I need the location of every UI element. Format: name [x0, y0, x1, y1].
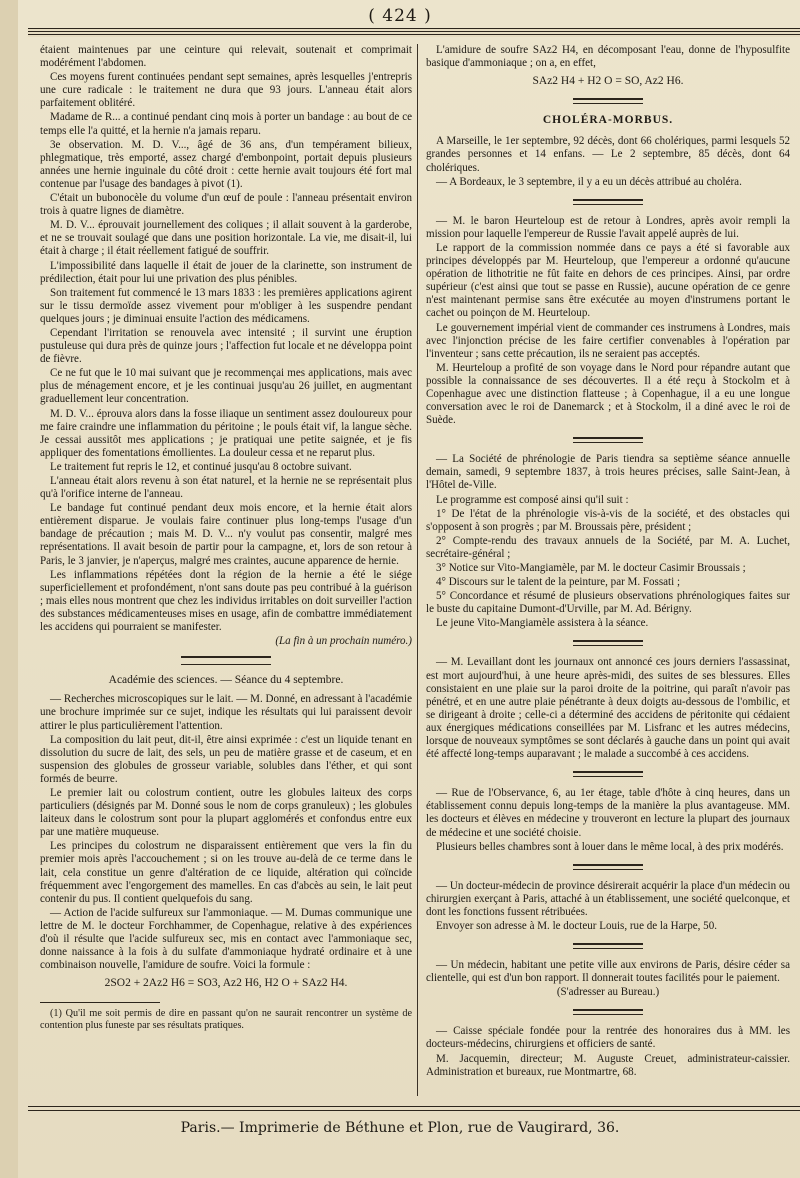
top-rule — [28, 28, 800, 37]
paragraph: Le gouvernement impérial vient de commander ces instrumens à Londres, mais avec l'injonction précise de les faire certifier convenables à l'opération par l'inventeur ; sans cette précaution, ils ne seraient pas acceptés. — [426, 321, 790, 360]
paragraph: 3° Notice sur Vito-Mangiamèle, par M. le docteur Casimir Broussais ; — [436, 562, 746, 574]
paragraph: Ces moyens furent continuées pendant sept semaines, après lesquelles j'entrepris une cure radicale : le traitement ne dura que 93 jours. L'anneau était alors parfaitement oblitéré. — [40, 71, 412, 110]
paragraph: Envoyer son adresse à M. le docteur Louis, rue de la Harpe, 50. — [436, 919, 717, 932]
paragraph: 1° De l'état de la phrénologie vis-à-vis de la société, et des obstacles qui s'opposent à son progrès ; par M. Broussais père, président ; — [426, 507, 790, 533]
paragraph: L'impossibilité dans laquelle il était de jouer de la clarinette, son instrument de prédilection, était pour lui une privation des plus pénibles. — [40, 259, 412, 285]
paragraph: (S'adresser au Bureau.) — [556, 986, 660, 999]
continued-note: (La fin à un prochain numéro.) — [275, 635, 412, 648]
paragraph: M. D. V... éprouva alors dans la fosse iliaque un sentiment assez douloureux pour me faire craindre une inflammation du péritoine ; le pouls était vif, la langue sèche. Je cessai aussitôt mes applications ; je pratiquai une petite saignée, et je fis appliquer des fomentations émollientes. La douleur cessa et ne reparut plus. — [40, 407, 412, 459]
paragraph: Plusieurs belles chambres sont à louer dans le même local, à des prix modérés. — [436, 840, 784, 853]
chemical-formula: SAz2 H4 + H2 O = SO, Az2 H6. — [532, 75, 684, 88]
section-separator — [573, 1009, 643, 1015]
section-separator — [573, 199, 643, 205]
paragraph: M. D. V... éprouvait journellement des coliques ; il allait souvent à la garderobe, et ne se trouvait soulagé que dans une position horizontale. La vie, me disait-il, lui était à charge ; il était réellement fatigué de souffrir. — [40, 219, 412, 258]
paragraph: — M. le baron Heurteloup est de retour à Londres, après avoir rempli la mission pour laquelle l'empereur de Russie l'avait appelé auprès de lui. — [426, 214, 790, 240]
section-separator — [573, 437, 643, 443]
paragraph: Le rapport de la commission nommée dans ce pays a été si favorable aux principes développés par M. Heurteloup, que l'empereur a ordonné qu'aucune opération de lithotritie ne fût faite en dehors de ces principes. Ainsi, par ordre supérieur (c'est ainsi que tout se passe en Russie), aucune opération de ce genre n'est maintenant permise sans être exécutée au moyen d'instrumens portant le cachet ou poinçon de M. Heurteloup. — [426, 241, 790, 320]
paragraph: Les inflammations répétées dont la région de la hernie a été le siége superficiellement et profondément, n'ont sans doute pas peu contribué à la guérison ; mais elles nous montrent que chez les individus irritables on doit surveiller l'action des substances médicamenteuses mises en usage, afin de combattre immédiatement les accidens qui pourraient se manifester. — [40, 568, 412, 634]
paragraph: Les principes du colostrum ne disparaissent entièrement que vers la fin du premier mois après l'accouchement ; si on les trouve au-delà de ce terme dans le lait, cela constitue un genre d'altération de ce liquide, altération qui coïncide fréquemment avec l'engorgement des mamelles. En cas d'abcès au sein, le lait peut contenir du pus. Il contient quelquefois du sang. — [40, 840, 412, 905]
paragraph: — Recherches microscopiques sur le lait. — M. Donné, en adressant à l'académie une brochure imprimée sur ce sujet, indique les résultats qui lui paraissent devoir attirer le plus particulièrement l'attention. — [40, 693, 412, 732]
footnote-rule — [40, 1002, 160, 1003]
paragraph: C'était un bubonocèle du volume d'un œuf de poule : l'anneau présentait environ trois à quatre lignes de diamètre. — [40, 192, 412, 218]
paragraph: — Action de l'acide sulfureux sur l'ammoniaque. — M. Dumas communique une lettre de M. le docteur Forchhammer, de Copenhague, relative à des expériences d'où il résulte que l'acide sulfureux sec, mis en contact avec l'ammoniaque sec, donne naissance à la fois à du sulfate d'ammoniaque hydraté ordinaire et à une combinaison nouvelle, l'amidure de soufre. Voici la formule : — [40, 906, 412, 972]
paragraph: — Rue de l'Observance, 6, au 1er étage, table d'hôte à cinq heures, dans un établissement connu depuis long-temps de la manière la plus avantageuse. MM. les docteurs et élèves en médecine y trouveront en lecture la plupart des journaux de médecine et une société choisie. — [426, 787, 790, 839]
paragraph: — Un docteur-médecin de province désirerait acquérir la place d'un médecin ou chirurgien exerçant à Paris, attaché à un établissement, une société quelconque, et dont les fonctions fussent rétribuées. — [426, 879, 790, 918]
paragraph: M. Heurteloup a profité de son voyage dans le Nord pour répandre autant que possible la connaissance de ses découvertes. Il a été reçu à Stockolm et à Copenhague avec une distinction flatteuse ; à Copenhague, il a eu une longue conversation avec le roi de Danemarck ; et à Stockolm, il a diné avec le roi de Suède. — [426, 361, 790, 427]
section-separator — [573, 640, 643, 646]
paragraph: 2° Compte-rendu des travaux annuels de la Société, par M. A. Luchet, secrétaire-général ; — [426, 534, 790, 560]
paragraph: Le programme est composé ainsi qu'il suit : — [436, 493, 629, 506]
paragraph: Le jeune Vito-Mangiamèle assistera à la séance. — [436, 617, 649, 630]
paragraph: L'amidure de soufre SAz2 H4, en décomposant l'eau, donne de l'hyposulfite basique d'ammoniaque ; on a, en effet, — [426, 44, 790, 70]
bottom-rule — [28, 1106, 800, 1111]
paragraph: 4° Discours sur le talent de la peinture, par M. Fossati ; — [436, 576, 681, 589]
cholera-heading: CHOLÉRA-MORBUS. — [542, 114, 674, 127]
paragraph: A Marseille, le 1er septembre, 92 décès, dont 66 cholériques, parmi lesquels 52 grandes personnes et 14 enfans. — Le 2 septembre, 85 décès, dont 64 cholériques. — [426, 135, 790, 174]
paragraph: M. Jacquemin, directeur; M. Auguste Creuet, administrateur-caissier. Administration et bureaux, rue Montmartre, 68. — [426, 1052, 790, 1078]
paragraph: Ce ne fut que le 10 mai suivant que je recommençai mes applications, mais avec plus de ménagement encore, et je les continuai jusqu'au 26 juillet, en augmentant graduellement leur concentration. — [40, 367, 412, 406]
paragraph: Le traitement fut repris le 12, et continué jusqu'au 8 octobre suivant. — [50, 460, 352, 473]
footnote: (1) Qu'il me soit permis de dire en passant qu'on ne saurait rencontrer un système de contention plus funeste par ses résultats pratiques. — [40, 1008, 412, 1032]
paragraph: La composition du lait peut, dit-il, être ainsi exprimée : c'est un liquide tenant en dissolution du sucre de lait, des sels, un peu de matière grasse et de caseum, et en suspension des globules de grosseur variable, solubles dans l'éther, et qui sont formés de beurre. — [40, 733, 412, 785]
chemical-formula: 2SO2 + 2Az2 H6 = SO3, Az2 H6, H2 O + SAz2 H4. — [104, 977, 348, 990]
paragraph: — M. Levaillant dont les journaux ont annoncé ces jours derniers l'assassinat, est mort aujourd'hui, à une heure après-midi, des suites de ses blessures. Elles consistaient en une plaie sur la paroi droite de la poitrine, qui paraît n'avoir pas pénétré, et en une autre plaie pénétrante à deux doigts au-dessous de l'ombilic, et se dirigeant à droite ; celle-ci a déterminé des accidens de péritonite qui cédaient aux énergiques médications conseillées par M. Lisfranc et les autres médecins, lorsque de nouveaux symptômes se sont déclarés à gauche dans un point qui avait été affecté long-temps auparavant ; le malade a succombé à ces accidens. — [426, 656, 790, 761]
right-column — [426, 44, 790, 1099]
column-divider — [417, 44, 418, 1096]
paragraph: 5° Concordance et résumé de plusieurs observations phrénologiques faites sur le buste du capitaine Dumont-d'Urville, par M. Ad. Bérigny. — [426, 590, 790, 616]
paragraph: — La Société de phrénologie de Paris tiendra sa septième séance annuelle demain, samedi, 9 septembre 1837, à trois heures précises, salle Saint-Jean, à l'Hôtel de-Ville. — [426, 453, 790, 492]
academie-heading: Académie des sciences. — Séance du 4 septembre. — [108, 674, 344, 687]
section-separator — [181, 656, 271, 665]
page-number: ( 424 ) — [368, 6, 432, 26]
paragraph: Madame de R... a continué pendant cinq mois à porter un bandage : au bout de ce temps elle l'a quitté, et la hernie n'a jamais reparu. — [40, 111, 412, 137]
paragraph: Le premier lait ou colostrum contient, outre les globules laiteux des corps particuliers (désignés par M. Donné sous le nom de corps granuleux) ; les globules laiteux dans le colostrum sont pour la plupart agglomérés et confondus entre eux par une matière muqueuse. — [40, 786, 412, 839]
section-separator — [573, 943, 643, 949]
section-separator — [573, 98, 643, 104]
paragraph: Son traitement fut commencé le 13 mars 1833 : les premières applications agirent sur le tissu dermoïde assez vivement pour m'obliger à les suspendre pendant quelques jours ; je diminuai ensuite l'action des médicamens. — [40, 286, 412, 325]
paragraph: — Caisse spéciale fondée pour la rentrée des honoraires dus à MM. les docteurs-médecins, chirurgiens et officiers de santé. — [426, 1025, 790, 1051]
section-separator — [573, 771, 643, 777]
left-column — [40, 44, 412, 1099]
paragraph: — Un médecin, habitant une petite ville aux environs de Paris, désire céder sa clientelle, qui est d'un bon rapport. Il donnerait toutes facilités pour le paiement. — [426, 959, 790, 985]
section-separator — [573, 864, 643, 870]
paragraph: L'anneau était alors revenu à son état naturel, et la hernie ne se représentait plus qu'à l'orifice interne de l'anneau. — [40, 475, 412, 501]
printer-imprint: Paris.— Imprimerie de Béthune et Plon, rue de Vaugirard, 36. — [180, 1120, 620, 1136]
paragraph: — A Bordeaux, le 3 septembre, il y a eu un décès attribué au choléra. — [436, 175, 742, 188]
paragraph: 3e observation. M. D. V..., âgé de 36 ans, d'un tempérament bilieux, phlegmatique, très emporté, assez chargé d'embonpoint, portait depuis plusieurs années une hernie inguinale du côté droit : cette hernie avait toujours été fort mal contenue par l'usage des bandages à pivot (1). — [40, 138, 412, 190]
page-edge — [0, 0, 18, 1178]
paragraph: étaient maintenues par une ceinture qui relevait, soutenait et comprimait modérément l'abdomen. — [40, 44, 412, 70]
paragraph: Cependant l'irritation se renouvela avec intensité ; il survint une éruption pustuleuse qui dura près de quinze jours ; l'affection fut locale et ne développa point de fièvre. — [40, 326, 412, 366]
paragraph: Le bandage fut continué pendant deux mois encore, et la hernie était alors entièrement disparue. Je voulais faire continuer plus long-temps l'usage d'un bandage de précaution ; mais M. D. V... n'y voulut pas consentir, malgré mes représentations. Il avait besoin de partir pour la campagne, et, lors de son retour à Paris, le 3 janvier, je n'aperçus, malgré mes craintes, aucune apparence de hernie. — [40, 502, 412, 567]
